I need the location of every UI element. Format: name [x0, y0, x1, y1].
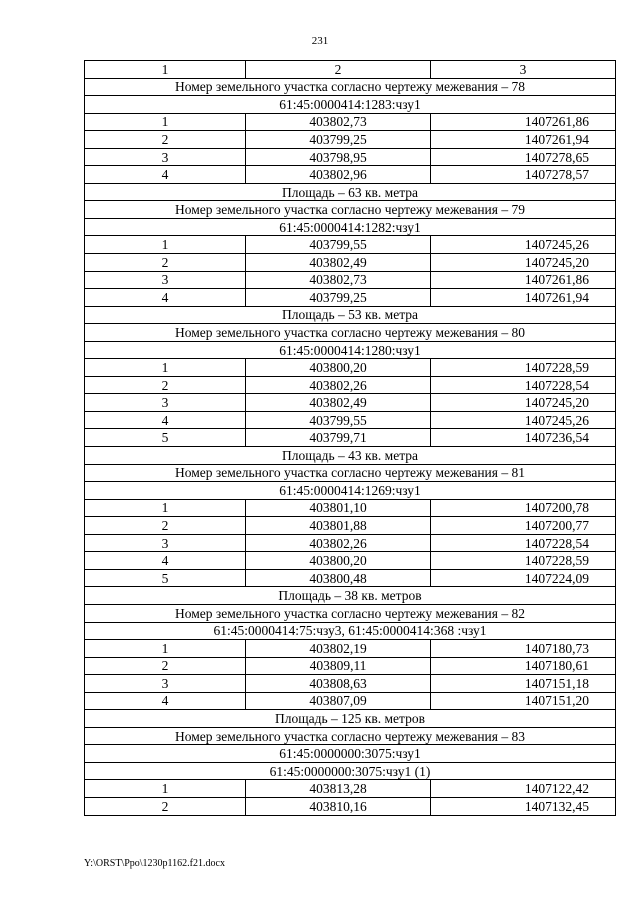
table-row [85, 411, 616, 429]
x-coordinate-cell: 403809,11 [246, 657, 431, 675]
section-row [85, 201, 616, 219]
section-row [85, 218, 616, 236]
point-number-cell: 3 [85, 534, 246, 552]
section-cell: Площадь – 63 кв. метра [85, 183, 616, 201]
y-coordinate-cell: 1407261,94 [431, 289, 616, 307]
y-coordinate-cell: 1407278,57 [431, 166, 616, 184]
x-coordinate-cell: 403800,20 [246, 552, 431, 570]
point-number-cell: 2 [85, 131, 246, 149]
coordinates-table [84, 60, 616, 816]
point-number-cell: 3 [85, 148, 246, 166]
section-cell: Номер земельного участка согласно чертежу межевания – 81 [85, 464, 616, 482]
table-row [85, 271, 616, 289]
y-coordinate-cell: 1407228,59 [431, 552, 616, 570]
table-row [85, 148, 616, 166]
point-number-cell: 3 [85, 394, 246, 412]
x-coordinate-cell: 403798,95 [246, 148, 431, 166]
x-coordinate-cell: 403810,16 [246, 797, 431, 815]
x-coordinate-cell: 403800,48 [246, 569, 431, 587]
section-cell: 61:45:0000414:1269:чзу1 [85, 482, 616, 500]
section-row [85, 324, 616, 342]
table-row [85, 640, 616, 658]
table-body [85, 78, 616, 815]
point-number-cell: 4 [85, 411, 246, 429]
point-number-cell: 4 [85, 692, 246, 710]
x-coordinate-cell: 403807,09 [246, 692, 431, 710]
section-cell: 61:45:0000000:3075:чзу1 [85, 745, 616, 763]
x-coordinate-cell: 403802,73 [246, 271, 431, 289]
section-row [85, 447, 616, 465]
section-row [85, 341, 616, 359]
y-coordinate-cell: 1407122,42 [431, 780, 616, 798]
y-coordinate-cell: 1407245,26 [431, 236, 616, 254]
y-coordinate-cell: 1407261,94 [431, 131, 616, 149]
x-coordinate-cell: 403800,20 [246, 359, 431, 377]
y-coordinate-cell: 1407261,86 [431, 113, 616, 131]
table-row [85, 692, 616, 710]
table-row [85, 797, 616, 815]
header-cell: 3 [431, 61, 616, 79]
section-cell: Площадь – 125 кв. метров [85, 710, 616, 728]
section-cell: 61:45:0000414:1280:чзу1 [85, 341, 616, 359]
point-number-cell: 2 [85, 254, 246, 272]
header-cell: 2 [246, 61, 431, 79]
section-row [85, 727, 616, 745]
x-coordinate-cell: 403802,26 [246, 376, 431, 394]
table-row [85, 131, 616, 149]
table-row [85, 552, 616, 570]
section-row [85, 306, 616, 324]
y-coordinate-cell: 1407228,59 [431, 359, 616, 377]
point-number-cell: 5 [85, 569, 246, 587]
section-row [85, 762, 616, 780]
section-cell: 61:45:0000414:75:чзу3, 61:45:0000414:368 :чзу1 [85, 622, 616, 640]
section-row [85, 745, 616, 763]
table-row [85, 534, 616, 552]
table-row [85, 517, 616, 535]
section-cell: Площадь – 38 кв. метров [85, 587, 616, 605]
section-row [85, 622, 616, 640]
point-number-cell: 2 [85, 376, 246, 394]
table-row [85, 780, 616, 798]
section-row [85, 482, 616, 500]
x-coordinate-cell: 403799,71 [246, 429, 431, 447]
header-cell: 1 [85, 61, 246, 79]
y-coordinate-cell: 1407132,45 [431, 797, 616, 815]
x-coordinate-cell: 403802,49 [246, 254, 431, 272]
section-cell: Номер земельного участка согласно чертежу межевания – 80 [85, 324, 616, 342]
point-number-cell: 1 [85, 499, 246, 517]
table-row [85, 359, 616, 377]
table-row [85, 675, 616, 693]
section-row [85, 78, 616, 96]
point-number-cell: 3 [85, 675, 246, 693]
y-coordinate-cell: 1407151,18 [431, 675, 616, 693]
section-row [85, 464, 616, 482]
point-number-cell: 4 [85, 166, 246, 184]
section-cell: 61:45:0000414:1283:чзу1 [85, 96, 616, 114]
table-row [85, 657, 616, 675]
y-coordinate-cell: 1407180,73 [431, 640, 616, 658]
table-row [85, 569, 616, 587]
x-coordinate-cell: 403801,88 [246, 517, 431, 535]
x-coordinate-cell: 403802,96 [246, 166, 431, 184]
section-cell: 61:45:0000414:1282:чзу1 [85, 218, 616, 236]
y-coordinate-cell: 1407236,54 [431, 429, 616, 447]
point-number-cell: 1 [85, 113, 246, 131]
table-row [85, 254, 616, 272]
y-coordinate-cell: 1407245,20 [431, 394, 616, 412]
file-path: Y:\ORST\Ppo\1230p1162.f21.docx [84, 858, 225, 869]
y-coordinate-cell: 1407261,86 [431, 271, 616, 289]
point-number-cell: 1 [85, 236, 246, 254]
x-coordinate-cell: 403799,25 [246, 289, 431, 307]
point-number-cell: 5 [85, 429, 246, 447]
x-coordinate-cell: 403802,19 [246, 640, 431, 658]
y-coordinate-cell: 1407278,65 [431, 148, 616, 166]
section-cell: Номер земельного участка согласно чертежу межевания – 82 [85, 604, 616, 622]
x-coordinate-cell: 403802,26 [246, 534, 431, 552]
section-row [85, 96, 616, 114]
section-cell: Площадь – 53 кв. метра [85, 306, 616, 324]
table-row [85, 429, 616, 447]
x-coordinate-cell: 403799,25 [246, 131, 431, 149]
point-number-cell: 2 [85, 517, 246, 535]
table-row [85, 394, 616, 412]
section-cell: Номер земельного участка согласно чертежу межевания – 78 [85, 78, 616, 96]
point-number-cell: 2 [85, 797, 246, 815]
y-coordinate-cell: 1407245,20 [431, 254, 616, 272]
y-coordinate-cell: 1407245,26 [431, 411, 616, 429]
x-coordinate-cell: 403808,63 [246, 675, 431, 693]
point-number-cell: 1 [85, 359, 246, 377]
point-number-cell: 3 [85, 271, 246, 289]
point-number-cell: 1 [85, 780, 246, 798]
y-coordinate-cell: 1407228,54 [431, 376, 616, 394]
header-row [85, 61, 616, 79]
y-coordinate-cell: 1407224,09 [431, 569, 616, 587]
y-coordinate-cell: 1407200,77 [431, 517, 616, 535]
section-row [85, 587, 616, 605]
x-coordinate-cell: 403802,73 [246, 113, 431, 131]
section-cell: Номер земельного участка согласно чертежу межевания – 83 [85, 727, 616, 745]
table-row [85, 376, 616, 394]
x-coordinate-cell: 403799,55 [246, 236, 431, 254]
section-cell: Номер земельного участка согласно чертежу межевания – 79 [85, 201, 616, 219]
y-coordinate-cell: 1407180,61 [431, 657, 616, 675]
table-row [85, 289, 616, 307]
section-row [85, 183, 616, 201]
point-number-cell: 2 [85, 657, 246, 675]
section-row [85, 710, 616, 728]
y-coordinate-cell: 1407228,54 [431, 534, 616, 552]
x-coordinate-cell: 403802,49 [246, 394, 431, 412]
point-number-cell: 4 [85, 552, 246, 570]
table-row [85, 113, 616, 131]
y-coordinate-cell: 1407200,78 [431, 499, 616, 517]
page-number: 231 [311, 35, 329, 47]
table-row [85, 166, 616, 184]
point-number-cell: 4 [85, 289, 246, 307]
table-row [85, 499, 616, 517]
x-coordinate-cell: 403813,28 [246, 780, 431, 798]
x-coordinate-cell: 403799,55 [246, 411, 431, 429]
y-coordinate-cell: 1407151,20 [431, 692, 616, 710]
x-coordinate-cell: 403801,10 [246, 499, 431, 517]
section-cell: Площадь – 43 кв. метра [85, 447, 616, 465]
table-row [85, 236, 616, 254]
section-cell: 61:45:0000000:3075:чзу1 (1) [85, 762, 616, 780]
point-number-cell: 1 [85, 640, 246, 658]
section-row [85, 604, 616, 622]
